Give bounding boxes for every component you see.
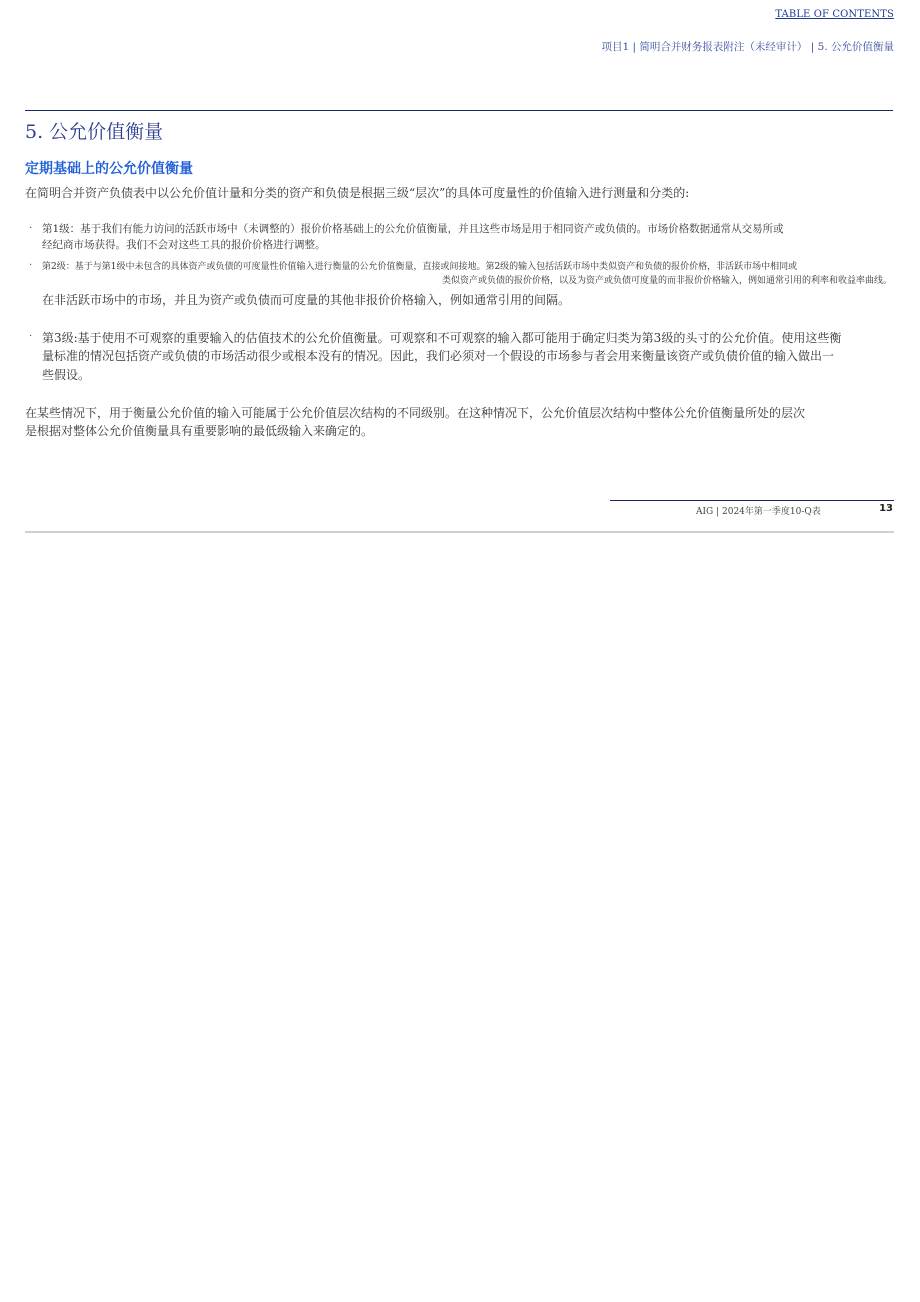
- breadcrumb: 项目1 | 简明合并财务报表附注（未经审计） | 5. 公允价值衡量: [601, 41, 894, 53]
- level2-text-line: 在非活跃市场中的市场，并且为资产或负债而可度量的其他非报价价格输入，例如通常引用的间隔。: [42, 293, 571, 307]
- level3-text-line: 些假设。: [42, 368, 91, 382]
- section-subheading: 定期基础上的公允价值衡量: [25, 161, 193, 177]
- level2-text-line: 第2级：基于与第1级中未包含的具体资产或负债的可度量性价值输入进行衡量的公允价值衡量，直接或间接地。第2级的输入包括活跃市场中类似资产和负债的报价价格，非活跃市场中相同或: [42, 262, 798, 272]
- level3-text-line: 第3级:基于使用不可观察的重要输入的估值技术的公允价值衡量。可观察和不可观察的输入都可能用于确定归类为第3级的头寸的公允价值。使用这些衡: [42, 331, 842, 345]
- level1-text-line: 第1级：基于我们有能力访问的活跃市场中（未调整的）报价价格基础上的公允价值衡量，并且这些市场是用于相同资产或负债的。市场价格数据通常从交易所或: [42, 223, 784, 235]
- level3-text-line: 量标准的情况包括资产或负债的市场活动很少或根本没有的情况。因此，我们必须对一个假设的市场参与者会用来衡量该资产或负债价值的输入做出一: [42, 349, 835, 363]
- closing-paragraph-line: 在某些情况下，用于衡量公允价值的输入可能属于公允价值层次结构的不同级别。在这种情况下，公允价值层次结构中整体公允价值衡量所处的层次: [25, 406, 806, 420]
- bullet-marker-level1: ·: [29, 223, 33, 234]
- page-bottom-divider: [25, 531, 894, 533]
- closing-paragraph-line: 是根据对整体公允价值衡量具有重要影响的最低级输入来确定的。: [25, 424, 374, 438]
- level2-text-line: 类似资产或负债的报价价格，以及为资产或负债可度量的而非报价价格输入，例如通常引用的利率和收益率曲线。: [441, 276, 892, 286]
- section-divider: [25, 110, 893, 111]
- level1-text-line: 经纪商市场获得。我们不会对这些工具的报价价格进行调整。: [42, 239, 326, 251]
- footer-divider: [610, 500, 894, 501]
- table-of-contents-link[interactable]: TABLE OF CONTENTS: [775, 9, 894, 20]
- bullet-marker-level3: ·: [29, 331, 33, 342]
- intro-paragraph: 在简明合并资产负债表中以公允价值计量和分类的资产和负债是根据三级“层次”的具体可度量性的价值输入进行测量和分类的:: [25, 186, 690, 200]
- bullet-marker-level2: ·: [29, 260, 33, 271]
- footer-document-label: AIG | 2024年第一季度10-Q表: [696, 507, 821, 517]
- page-number: 13: [879, 503, 893, 514]
- page-title: 5. 公允价值衡量: [25, 121, 164, 143]
